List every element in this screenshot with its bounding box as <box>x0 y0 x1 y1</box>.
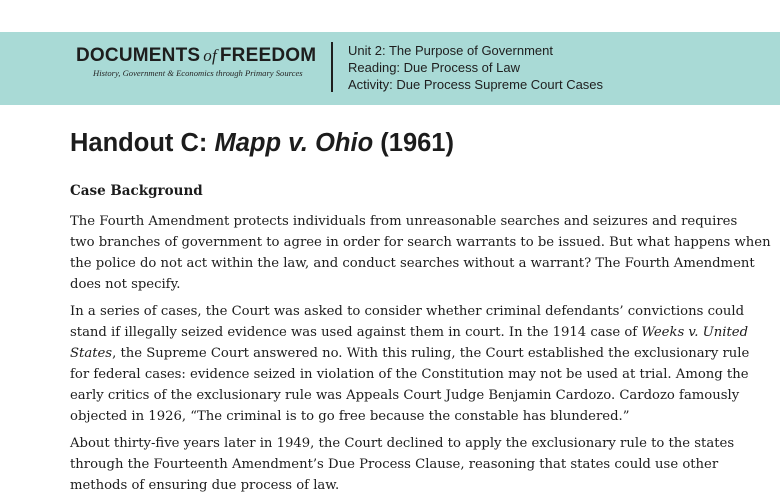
paragraph-1 <box>70 211 771 295</box>
paragraph-line: In a series of cases, the Court was asked to consider whether criminal defendants’ convictions could <box>70 304 745 319</box>
paragraph-line: for federal cases: evidence seized in violation of the Constitution may not be used at trial. Among the <box>70 367 749 382</box>
unit-info <box>348 42 603 93</box>
paragraph-line: through the Fourteenth Amendment’s Due Process Clause, reasoning that states could use other <box>70 457 719 472</box>
brand-subtitle: History, Government & Economics through Primary Sources <box>93 68 303 78</box>
handout-title <box>70 129 454 158</box>
case-citation: Weeks v. United <box>641 325 749 340</box>
paragraph-line <box>70 343 750 364</box>
paragraph-line: the police do not act within the law, and conduct searches without a warrant? The Fourth Amendment <box>70 256 755 271</box>
paragraph-line: objected in 1926, “The criminal is to go free because the constable has blundered.” <box>70 409 630 424</box>
paragraph-line: early critics of the exclusionary rule was Appeals Court Judge Benjamin Cardozo. Cardozo famously <box>70 388 740 403</box>
paragraph-line: About thirty-five years later in 1949, the Court declined to apply the exclusionary rule to the states <box>70 436 735 451</box>
paragraph-line: methods of ensuring due process of law. <box>70 478 340 493</box>
text-run: , the Supreme Court answered no. With this ruling, the Court established the exclusionary rule <box>112 346 750 361</box>
title-prefix: Handout C: <box>70 129 208 157</box>
paragraph-line: two branches of government to agree in order for search warrants to be issued. But what happens when <box>70 235 771 250</box>
unit-label: Unit 2: The Purpose of Government <box>348 43 553 58</box>
brand-word-documents: DOCUMENTS <box>76 45 201 66</box>
section-heading: Case Background <box>70 183 203 199</box>
paragraph-line <box>70 322 749 343</box>
header-divider <box>331 42 333 92</box>
case-citation: States <box>70 346 113 361</box>
paragraph-2 <box>70 301 750 427</box>
title-case-name: Mapp v. Ohio <box>214 129 374 157</box>
text-run: stand if illegally seized evidence was used against them in court. In the 1914 case of <box>70 325 642 340</box>
paragraph-3 <box>70 433 735 496</box>
brand-logo <box>76 45 316 78</box>
brand-title <box>76 45 316 67</box>
activity-label: Activity: Due Process Supreme Court Cases <box>348 77 604 92</box>
brand-word-of: of <box>203 46 217 65</box>
title-year: (1961) <box>380 129 454 157</box>
paragraph-line: does not specify. <box>70 277 181 292</box>
brand-word-freedom: FREEDOM <box>219 45 317 66</box>
header-banner <box>0 32 780 105</box>
paragraph-line: The Fourth Amendment protects individuals from unreasonable searches and seizures and requires <box>70 214 738 229</box>
reading-label: Reading: Due Process of Law <box>348 60 520 75</box>
